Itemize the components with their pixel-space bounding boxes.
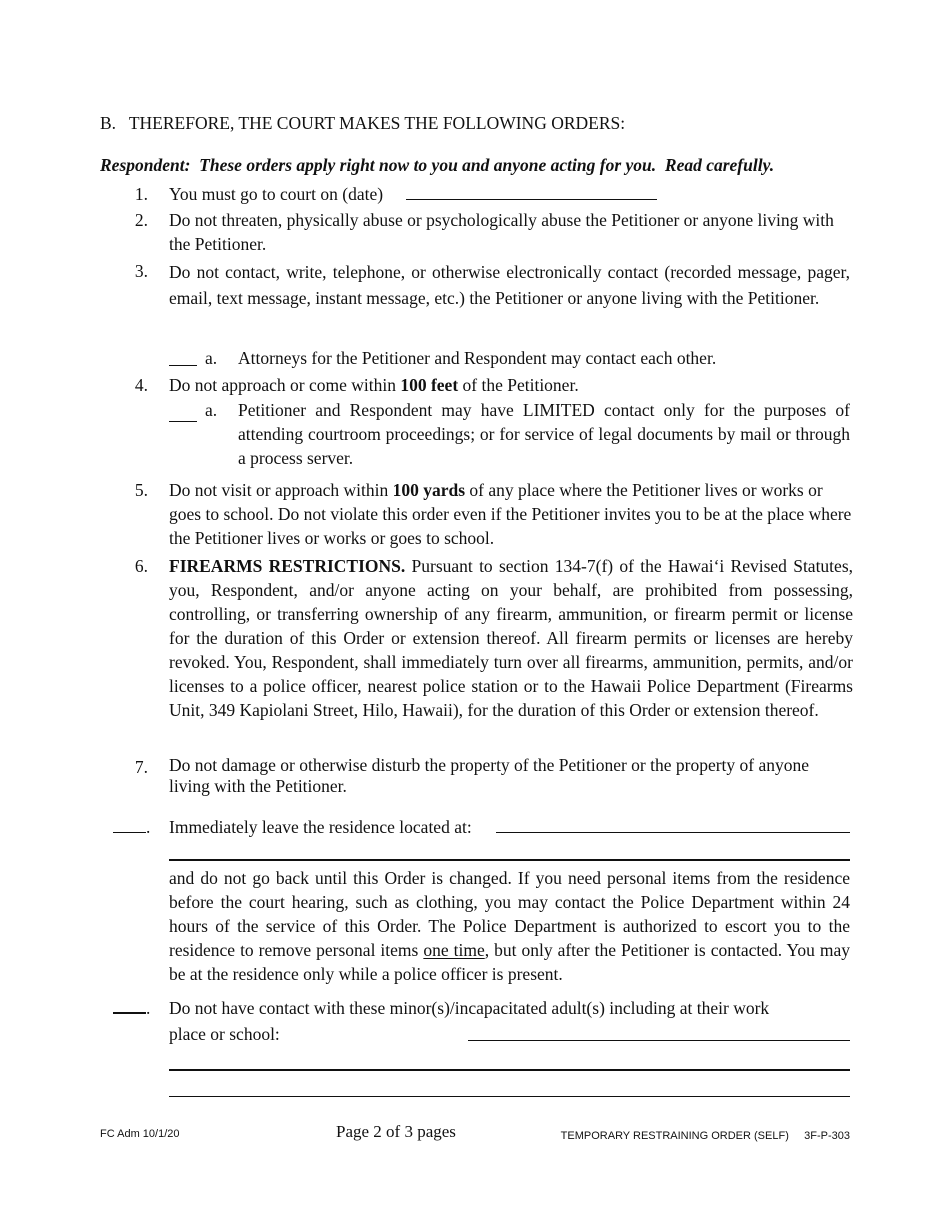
minors-text-line-2: place or school: [169,1024,280,1044]
minors-text-line-1: Do not have contact with these minor(s)/incapacitated adult(s) including at their work [169,998,770,1018]
footer-form-id: FC Adm 10/1/20 [100,1128,180,1140]
item-2-number: 2. [134,210,148,230]
item-5-text: Do not visit or approach within 100 yards of any place where the Petitioner lives or works or goes to school. Do not violate this order even if the Petitioner invites you to be at the place where the Petitioner lives or works or goes to school. [169,480,852,548]
residence-dot: . [146,817,151,837]
item-3a-letter: a. [205,348,218,368]
item-3a-text: Attorneys for the Petitioner and Respondent may contact each other. [238,348,717,368]
item-3a-checkbox-blank[interactable] [169,365,197,366]
minors-names-field-line-2[interactable] [169,1069,850,1071]
residence-address-field-line-2[interactable] [169,859,850,861]
item-1-number: 1. [134,184,148,204]
item-7-number: 7. [134,757,148,777]
item-4-number: 4. [134,375,148,395]
item-3-number: 3. [134,261,148,281]
item-4-text: Do not approach or come within 100 feet of the Petitioner. [169,375,579,395]
item-6-text: FIREARMS RESTRICTIONS. Pursuant to section 134-7(f) of the Hawai‘i Revised Statutes, you, Respondent, and/or anyone acting on your behalf, are prohibited from possessing, controlling, or transferring ownership of any firearm, ammunition, or firearm permit or license for the duration of this Order or extension thereof. All firearm permits or licenses are hereby revoked. You, Respondent, shall immediately turn over all firearms, ammunition, permits, and/or licenses to a police officer, nearest police station or to the Hawaii Police Department (Firearms Unit, 349 Kapiolani Street, Hilo, Hawaii), for the duration of this Order or extension thereof. [169,556,853,720]
minors-dot: . [146,998,151,1018]
minors-checkbox-blank[interactable] [113,1012,146,1014]
item-7-text: Do not damage or otherwise disturb the property of the Petitioner or the property of anyone living with the Petitioner. [169,755,810,796]
respondent-notice: Respondent: These orders apply right now to you and anyone acting for you. Read carefully. [100,155,775,175]
minors-names-field-line-3[interactable] [169,1096,850,1097]
item-5-number: 5. [134,480,148,500]
item-1-text: You must go to court on (date) [169,184,384,204]
item-4a-letter: a. [205,400,218,420]
item-2-text: Do not threaten, physically abuse or psychologically abuse the Petitioner or anyone living with the Petitioner. [169,210,834,254]
footer-form-title: TEMPORARY RESTRAINING ORDER (SELF) 3F-P-303 [560,1130,850,1142]
item-3-text: Do not contact, write, telephone, or otherwise electronically contact (recorded message, pager, email, text message, instant message, etc.) the Petitioner or anyone living with the Petitioner. [169,262,850,308]
item-4a-checkbox-blank[interactable] [169,421,197,422]
minors-names-field[interactable] [468,1040,850,1041]
section-heading: B. THEREFORE, THE COURT MAKES THE FOLLOWING ORDERS: [100,113,626,133]
item-4a-text: Petitioner and Respondent may have LIMITED contact only for the purposes of attending courtroom proceedings; or for service of legal documents by mail or through a process server. [238,400,850,468]
item-6-number: 6. [134,556,148,576]
residence-address-field[interactable] [496,832,850,833]
residence-instructions: and do not go back until this Order is changed. If you need personal items from the residence before the court hearing, such as clothing, you may contact the Police Department within 24 hours of the service of this Order. The Police Department is authorized to escort you to the residence to remove personal items one time, but only after the Petitioner is contacted. You may be at the residence only while a police officer is present. [169,868,851,984]
residence-label: Immediately leave the residence located at: [169,817,472,837]
court-date-field[interactable] [406,199,657,200]
footer-page-number: Page 2 of 3 pages [336,1122,456,1141]
residence-checkbox-blank[interactable] [113,832,146,833]
